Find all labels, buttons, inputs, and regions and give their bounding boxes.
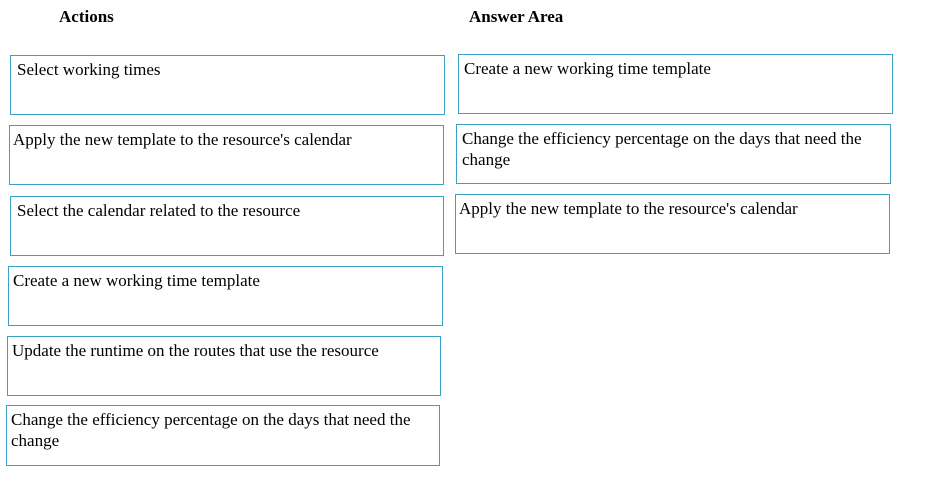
action-item-label: Select working times [17, 60, 161, 79]
action-item-change-efficiency[interactable] [6, 405, 440, 466]
action-item-update-runtime[interactable] [7, 336, 441, 396]
action-item-select-working-times[interactable] [10, 55, 445, 115]
answer-item-create-template[interactable] [458, 54, 893, 114]
action-item-label: Select the calendar related to the resource [17, 201, 301, 220]
action-item-label: Update the runtime on the routes that use the resource [12, 341, 379, 360]
action-item-select-calendar[interactable] [10, 196, 444, 256]
action-item-label: Change the efficiency percentage on the days that need the change [11, 410, 411, 450]
action-item-label: Create a new working time template [13, 271, 260, 290]
action-item-create-template[interactable] [8, 266, 443, 326]
answer-item-label: Apply the new template to the resource's calendar [459, 199, 798, 218]
action-item-apply-template[interactable] [9, 125, 444, 185]
answer-area-heading: Answer Area [469, 7, 564, 26]
answer-item-apply-template[interactable] [455, 194, 890, 254]
action-item-label: Apply the new template to the resource's calendar [13, 130, 352, 149]
actions-heading: Actions [59, 7, 114, 26]
answer-item-label: Create a new working time template [464, 59, 711, 78]
answer-item-change-efficiency[interactable] [456, 124, 891, 184]
answer-item-label: Change the efficiency percentage on the days that need the change [462, 129, 862, 169]
